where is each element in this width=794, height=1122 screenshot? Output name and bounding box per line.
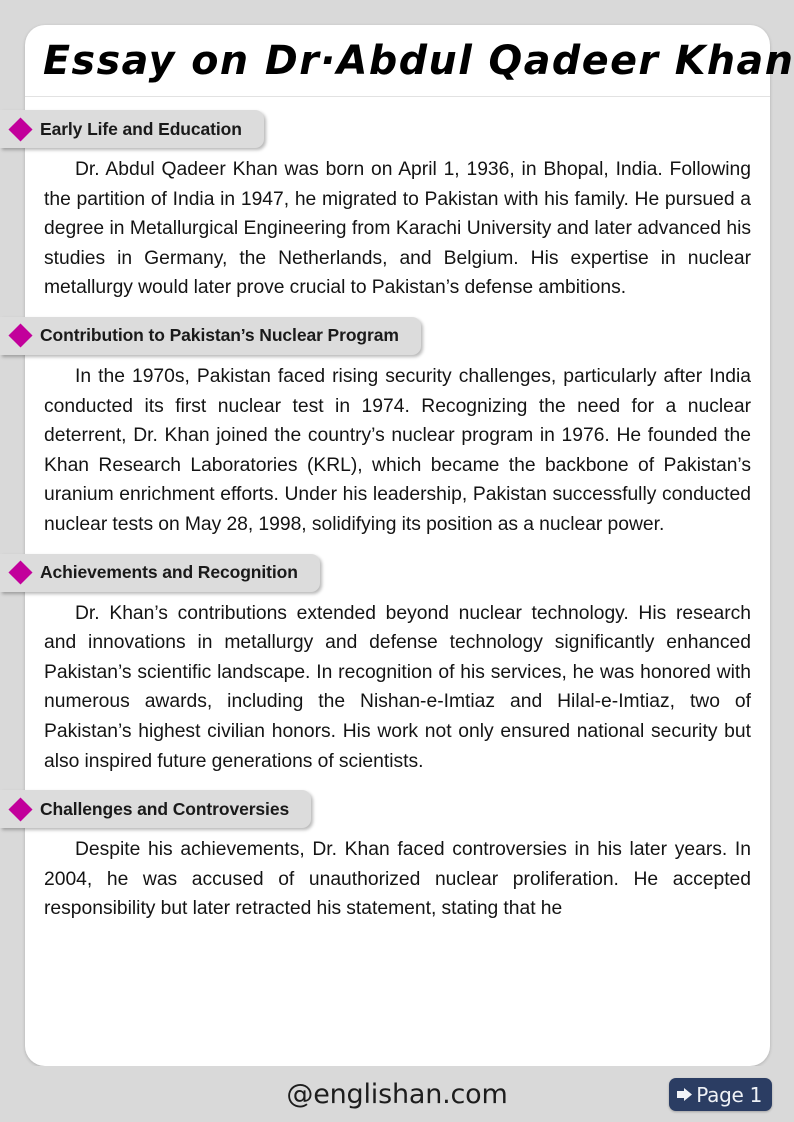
site-watermark: @englishan.com: [286, 1078, 508, 1110]
section-challenges: [25, 776, 770, 924]
section-nuclear-program: [25, 303, 770, 540]
section-heading-label: Contribution to Pakistan’s Nuclear Program: [40, 325, 399, 346]
section-paragraph: In the 1970s, Pakistan faced rising security challenges, particularly after India conducted its first nuclear test in 1974. Recognizing the need for a nuclear deterrent, Dr. Khan joined the country’s nuclear program in 1976. He founded the Khan Research Laboratories (KRL), which became the backbone of Pakistan’s uranium enrichment efforts. Under his leadership, Pakistan successfully conducted nuclear tests on May 28, 1998, solidifying its position as a nuclear power.: [44, 365, 751, 535]
section-early-life: [25, 98, 770, 303]
section-heading-label: Early Life and Education: [40, 118, 242, 139]
section-paragraph: Despite his achievements, Dr. Khan faced controversies in his later years. In 2004, he was accused of unauthorized nuclear proliferation. He accepted responsibility but later retracted his statement, stating that he: [44, 839, 751, 920]
page-footer: [0, 1066, 794, 1122]
section-heading-pill: [0, 554, 320, 592]
section-heading-pill: [0, 790, 311, 828]
document-content: [25, 98, 770, 924]
section-heading-pill: [0, 317, 421, 355]
arrow-right-icon: [676, 1087, 693, 1102]
diamond-icon: [8, 797, 32, 821]
title-block: [25, 25, 794, 97]
section-heading-label: Achievements and Recognition: [40, 562, 298, 583]
page-title: Essay on Dr·Abdul Qadeer Khan: [43, 37, 794, 84]
diamond-icon: [8, 561, 32, 585]
diamond-icon: [8, 117, 32, 141]
section-paragraph: Dr. Khan’s contributions extended beyond nuclear technology. His research and innovations in metallurgy and defense technology significantly enhanced Pakistan’s scientific landscape. In recognition of his services, he was honored with numerous awards, including the Nishan-e-Imtiaz and Hilal-e-Imtiaz, two of Pakistan’s highest civilian honors. His work not only ensured national security but also inspired future generations of scientists.: [44, 602, 751, 772]
page-card: [25, 25, 794, 1066]
section-heading-label: Challenges and Controversies: [40, 798, 290, 819]
diamond-icon: [8, 324, 32, 348]
section-heading-pill: [0, 110, 264, 148]
page-number-badge: [669, 1078, 772, 1111]
page-number-label: Page 1: [696, 1082, 762, 1107]
section-achievements: [25, 540, 770, 777]
section-paragraph: Dr. Abdul Qadeer Khan was born on April 1, 1936, in Bhopal, India. Following the partition of India in 1947, he migrated to Pakistan with his family. He pursued a degree in Metallurgical Engineering from Karachi University and later advanced his studies in Germany, the Netherlands, and Belgium. His expertise in nuclear metallurgy would later prove crucial to Pakistan’s defense ambitions.: [44, 159, 751, 299]
